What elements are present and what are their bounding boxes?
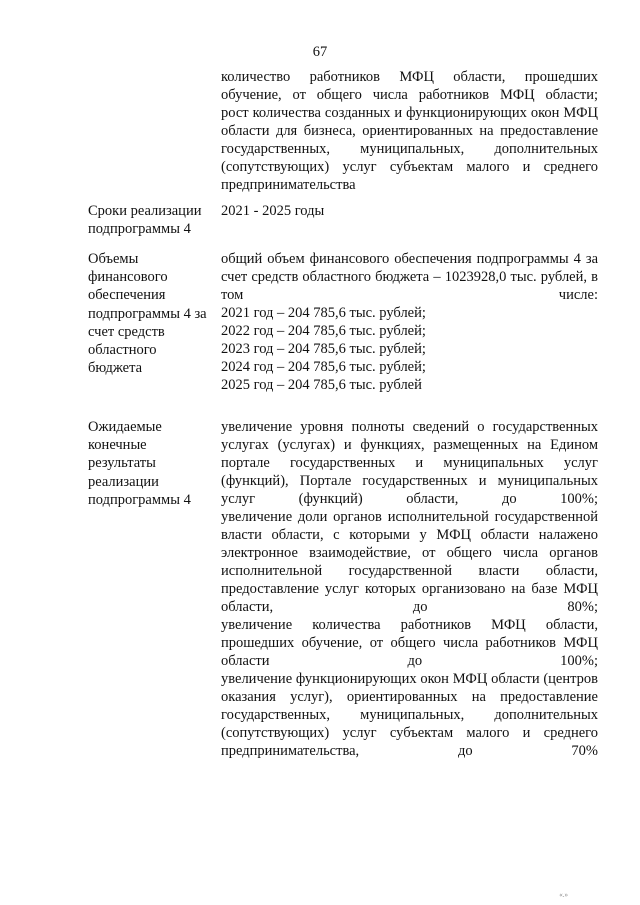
result-4: увеличение функционирующих окон МФЦ области (центров оказания услуг), ориентированных на предоставление государственных, муниципальных, дополнительных (сопутствующих) услуг субъектам малого и среднего предпринимательства, до 70% bbox=[221, 671, 598, 759]
funding-year-2022: 2022 год – 204 785,6 тыс. рублей; bbox=[221, 323, 426, 339]
funding-year-2021: 2021 год – 204 785,6 тыс. рублей; bbox=[221, 305, 426, 321]
result-3: увеличение количества работников МФЦ области, прошедших обучение, от общего числа работников МФЦ области до 100%; bbox=[221, 617, 598, 669]
label-expected-results: Ожидаемые конечные результаты реализации подпрограммы 4 bbox=[88, 419, 191, 508]
continued-result-2: рост количества созданных и функционирующих окон МФЦ области для бизнеса, ориентированных на предоставление государственных, муниципальных, дополнительных (сопутствующих) услуг субъектам малого и среднего предпринимательства bbox=[221, 105, 598, 193]
page-number: 67 bbox=[312, 44, 328, 60]
result-1: увеличение уровня полноты сведений о государственных услугах (услугах) и функциях, размещенных на Едином портале государственных и муниципальных услуг (функций), Портале государственных и муниципальных услуг (функций) области, до 100%; bbox=[221, 419, 598, 507]
scan-mark: «.» bbox=[559, 891, 568, 899]
result-2: увеличение доли органов исполнительной государственной власти области, с которыми у МФЦ области налажено электронное взаимодействие, от общего числа органов исполнительной государственной власти области, предоставление услуг которых организовано на базе МФЦ области, до 80%; bbox=[221, 509, 598, 615]
funding-year-2025: 2025 год – 204 785,6 тыс. рублей bbox=[221, 377, 422, 393]
value-timeframe: 2021 - 2025 годы bbox=[221, 203, 325, 219]
label-timeframe: Сроки реализации подпрограммы 4 bbox=[88, 203, 202, 238]
funding-year-2023: 2023 год – 204 785,6 тыс. рублей; bbox=[221, 341, 426, 357]
continued-result-1: количество работников МФЦ области, прошедших обучение, от общего числа работников МФЦ области; bbox=[221, 69, 598, 103]
funding-total: общий объем финансового обеспечения подпрограммы 4 за счет средств областного бюджета – 1023928,0 тыс. рублей, в том числе: bbox=[221, 251, 598, 303]
funding-year-2024: 2024 год – 204 785,6 тыс. рублей; bbox=[221, 359, 426, 375]
label-funding: Объемы финансового обеспечения подпрограммы 4 за счет средств областного бюджета bbox=[88, 251, 207, 377]
